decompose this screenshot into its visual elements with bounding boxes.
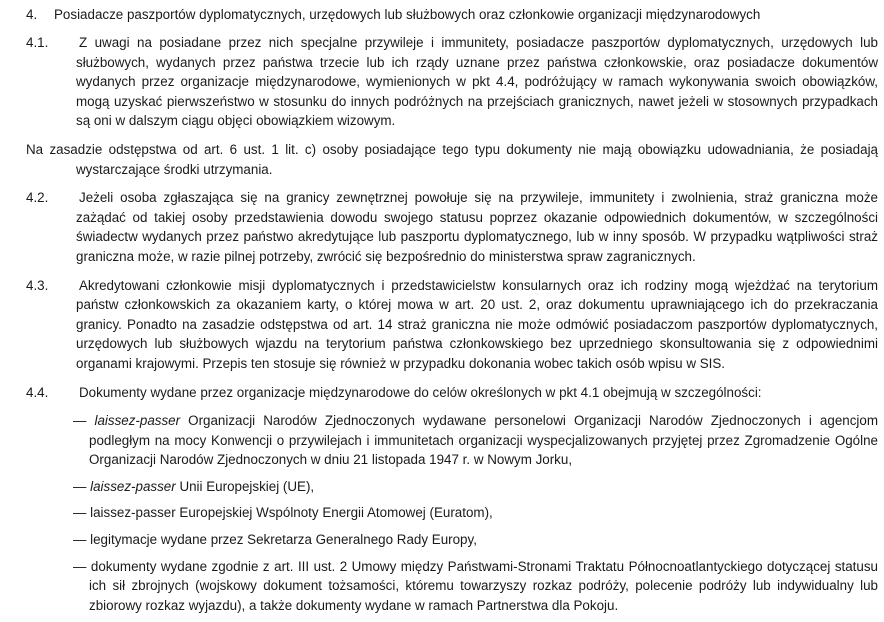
list-item-emphasis: laissez-passer	[90, 478, 176, 494]
paragraph-text: Dokumenty wydane przez organizacje międzynarodowe do celów określonych w pkt 4.1 obejmują w szczególności:	[79, 384, 762, 400]
paragraph-text: Z uwagi na posiadane przez nich specjalne przywileje i immunitety, posiadacze paszportów dyplomatycznych, urzędowych lub służbowych, wydanych przez państwa trzecie lub ich rządy uznane przez państwa członkowskie, oraz posiadacze dokumentów wydanych przez organizacje międzynarodowe, wymienionych w pkt 4.4, podróżujący w ramach wykonywania swoich obowiązków, mogą uzyskać pierwszeństwo w stosunku do innych podróżnych na przejściach granicznych, nawet jeżeli w stosownych przypadkach są oni w dalszym ciągu objęci obowiązkiem wizowym.	[76, 35, 878, 129]
paragraph-text: Jeżeli osoba zgłaszająca się na granicy zewnętrznej powołuje się na przywileje, immunitety i zwolnienia, straż graniczna może zażądać od takiej osoby przedstawienia dowodu swojego statusu poprzez okazanie odpowiednich dokumentów, w szczególności świadectw wydanych przez państwo akredytujące lub paszportu dyplomatycznego, lub w inny sposób. W przypadku wątpliwości straż graniczna może, w razie pilnej potrzeby, zwrócić się bezpośrednio do ministerstwa spraw zagranicznych.	[76, 190, 878, 264]
list-item	[73, 477, 878, 497]
paragraph-4-4	[26, 383, 878, 403]
list-item-text: laissez-passer Europejskiej Wspólnoty Energii Atomowej (Euratom),	[90, 505, 493, 521]
list-item	[73, 557, 878, 616]
list-dash: —	[73, 505, 87, 521]
list-item-text: Organizacji Narodów Zjednoczonych wydawane personelowi Organizacji Narodów Zjednoczonych i agencjom podległym na mocy Konwencji o przywilejach i immunitetach organizacji wyspecjalizowanych przyjętej przez Zgromadzenie Ogólne Organizacji Narodów Zjednoczonych w dniu 21 listopada 1947 r. w Nowym Jorku,	[89, 413, 878, 468]
list-dash: —	[73, 532, 87, 548]
list-dash: —	[73, 413, 87, 429]
list-item	[73, 411, 878, 470]
paragraph-4-3	[26, 276, 878, 374]
list-dash: —	[73, 558, 87, 574]
paragraph-number: 4.2.	[26, 190, 49, 206]
section-title: Posiadacze paszportów dyplomatycznych, urzędowych lub służbowych oraz członkowie organizacji międzynarodowych	[54, 7, 761, 22]
derogation-paragraph: Na zasadzie odstępstwa od art. 6 ust. 1 lit. c) osoby posiadające tego typu dokumenty nie mają obowiązku udowadniania, że posiadają wystarczające środki utrzymania.	[26, 141, 878, 177]
paragraph-4-1	[26, 33, 878, 131]
document-body	[26, 5, 878, 622]
paragraph-number: 4.1.	[26, 35, 49, 50]
list-item	[73, 530, 878, 550]
paragraph-text: Akredytowani członkowie misji dyplomatycznych i przedstawicielstw konsularnych oraz ich rodziny mogą wjeżdżać na terytorium państw członkowskich za okazaniem karty, o której mowa w art. 20 ust. 2, oraz dokumentu uprawniającego ich do przekraczania granicy. Ponadto na zasadzie odstępstwa od art. 14 straż graniczna nie może odmówić posiadaczom paszportów dyplomatycznych, urzędowych lub służbowych wjazdu na terytorium państwa członkowskiego bez uprzedniego skonsultowania się z odpowiednimi organami krajowymi. Przepis ten stosuje się również w przypadku dokonania wobec takich osób wpisu w SIS.	[76, 277, 878, 371]
section-number: 4.	[26, 7, 38, 22]
list-item-text: Unii Europejskiej (UE),	[175, 478, 315, 494]
paragraph-4-2	[26, 188, 878, 266]
list-item-text: dokumenty wydane zgodnie z art. III ust. 2 Umowy między Państwami-Stronami Traktatu Północnoatlantyckiego dotyczącej statusu ich sił zbrojnych (wojskowy dokument tożsamości, któremu towarzyszy rozkaz podróży, polecenie podróży lub indywidualny lub zbiorowy rozkaz wyjazdu), a także dokumenty wydane w ramach Partnerstwa dla Pokoju.	[89, 558, 878, 613]
list-item-text: legitymacje wydane przez Sekretarza Generalnego Rady Europy,	[90, 532, 477, 548]
document-list	[73, 411, 878, 615]
list-item	[73, 503, 878, 523]
list-dash: —	[73, 478, 87, 494]
section-heading	[26, 5, 878, 24]
paragraph-number: 4.3.	[26, 277, 49, 293]
paragraph-number: 4.4.	[26, 384, 49, 400]
list-item-emphasis: laissez-passer	[94, 413, 181, 429]
